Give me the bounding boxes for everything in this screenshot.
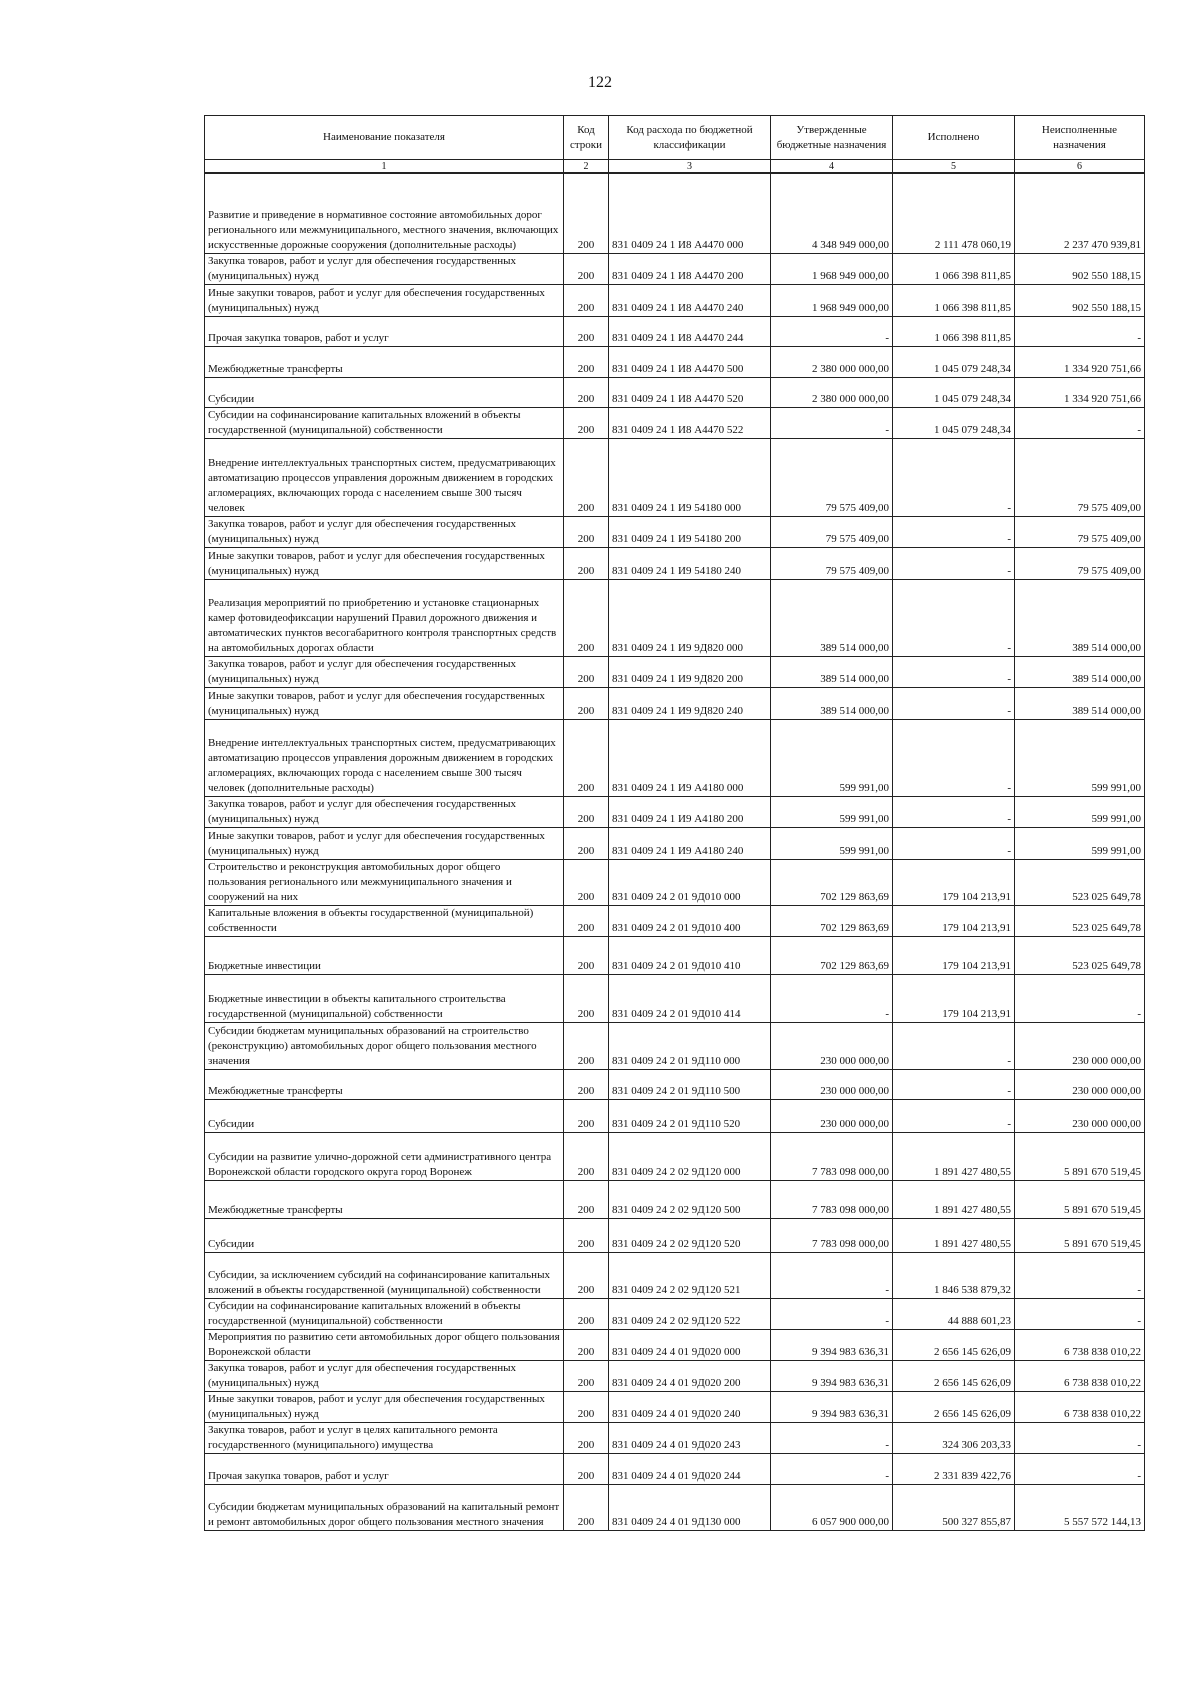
unexecuted-cell: - [1015,1422,1145,1453]
approved-cell: 4 348 949 000,00 [771,173,893,253]
approved-cell: 599 991,00 [771,796,893,827]
executed-cell: 1 045 079 248,34 [893,346,1015,377]
approved-cell: 1 968 949 000,00 [771,253,893,284]
approved-cell: 7 783 098 000,00 [771,1132,893,1180]
table-row [205,173,1145,253]
table-row [205,1360,1145,1391]
table-row [205,905,1145,936]
classification-cell: 831 0409 24 2 02 9Д120 521 [609,1252,771,1298]
unexecuted-cell: 1 334 920 751,66 [1015,377,1145,407]
table-row [205,1422,1145,1453]
row-code-cell: 200 [564,1099,609,1132]
unexecuted-cell: 79 575 409,00 [1015,547,1145,579]
classification-cell: 831 0409 24 1 И8 А4470 000 [609,173,771,253]
table-row [205,346,1145,377]
table-row [205,1069,1145,1099]
row-code-cell: 200 [564,407,609,438]
approved-cell: - [771,407,893,438]
approved-cell: - [771,1298,893,1329]
approved-cell: 79 575 409,00 [771,438,893,516]
approved-cell: 702 129 863,69 [771,936,893,974]
executed-cell: 324 306 203,33 [893,1422,1015,1453]
row-code-cell: 200 [564,516,609,547]
executed-cell: 1 066 398 811,85 [893,284,1015,316]
column-number: 3 [609,160,771,174]
classification-cell: 831 0409 24 1 И9 9Д820 000 [609,579,771,656]
unexecuted-cell: 5 557 572 144,13 [1015,1484,1145,1530]
unexecuted-cell: 79 575 409,00 [1015,438,1145,516]
executed-cell: 2 656 145 626,09 [893,1360,1015,1391]
row-name-cell: Развитие и приведение в нормативное состояние автомобильных дорог регионального или межмуниципального, местного значения, включающих искусственные дорожные сооружения (дополнительные расходы) [205,173,564,253]
table-row [205,1391,1145,1422]
approved-cell: - [771,316,893,346]
executed-cell: - [893,719,1015,796]
table-row [205,316,1145,346]
executed-cell: 179 104 213,91 [893,936,1015,974]
approved-cell: 2 380 000 000,00 [771,346,893,377]
row-name-cell: Межбюджетные трансферты [205,1180,564,1218]
executed-cell: - [893,1022,1015,1069]
executed-cell: 179 104 213,91 [893,974,1015,1022]
row-name-cell: Иные закупки товаров, работ и услуг для обеспечения государственных (муниципальных) нужд [205,1391,564,1422]
classification-cell: 831 0409 24 4 01 9Д020 000 [609,1329,771,1360]
table-column-numbers [205,160,1145,174]
row-code-cell: 200 [564,1298,609,1329]
row-code-cell: 200 [564,284,609,316]
executed-cell: - [893,827,1015,859]
classification-cell: 831 0409 24 1 И8 А4470 522 [609,407,771,438]
unexecuted-cell: 2 237 470 939,81 [1015,173,1145,253]
approved-cell: 702 129 863,69 [771,859,893,905]
approved-cell: - [771,1252,893,1298]
row-name-cell: Внедрение интеллектуальных транспортных систем, предусматривающих автоматизацию процессов управления дорожным движением в городских агломерациях, включающих города с населением свыше 300 тысяч человек (дополнительные расходы) [205,719,564,796]
table-row [205,656,1145,687]
table-row [205,936,1145,974]
table-row [205,796,1145,827]
table-row [205,377,1145,407]
row-code-cell: 200 [564,1484,609,1530]
table-row [205,1252,1145,1298]
table-row [205,827,1145,859]
table-row [205,253,1145,284]
executed-cell: 2 656 145 626,09 [893,1329,1015,1360]
row-code-cell: 200 [564,796,609,827]
header-executed: Исполнено [893,116,1015,160]
executed-cell: 1 066 398 811,85 [893,316,1015,346]
executed-cell: - [893,547,1015,579]
executed-cell: 2 656 145 626,09 [893,1391,1015,1422]
unexecuted-cell: 902 550 188,15 [1015,284,1145,316]
table-row [205,1132,1145,1180]
table-row [205,1298,1145,1329]
approved-cell: - [771,1422,893,1453]
approved-cell: - [771,974,893,1022]
unexecuted-cell: 523 025 649,78 [1015,859,1145,905]
row-code-cell: 200 [564,316,609,346]
unexecuted-cell: 79 575 409,00 [1015,516,1145,547]
row-name-cell: Прочая закупка товаров, работ и услуг [205,316,564,346]
executed-cell: 44 888 601,23 [893,1298,1015,1329]
unexecuted-cell: 523 025 649,78 [1015,905,1145,936]
row-name-cell: Бюджетные инвестиции в объекты капитального строительства государственной (муниципальной) собственности [205,974,564,1022]
executed-cell: 1 891 427 480,55 [893,1180,1015,1218]
unexecuted-cell: 5 891 670 519,45 [1015,1180,1145,1218]
row-name-cell: Субсидии бюджетам муниципальных образований на строительство (реконструкцию) автомобильных дорог общего пользования местного значения [205,1022,564,1069]
unexecuted-cell: - [1015,1453,1145,1484]
page-number: 122 [588,74,612,91]
row-name-cell: Закупка товаров, работ и услуг для обеспечения государственных (муниципальных) нужд [205,1360,564,1391]
executed-cell: - [893,579,1015,656]
row-name-cell: Субсидии [205,377,564,407]
unexecuted-cell: - [1015,974,1145,1022]
classification-cell: 831 0409 24 1 И9 54180 240 [609,547,771,579]
classification-cell: 831 0409 24 2 02 9Д120 000 [609,1132,771,1180]
table-row [205,1329,1145,1360]
executed-cell: - [893,438,1015,516]
approved-cell: 79 575 409,00 [771,547,893,579]
classification-cell: 831 0409 24 2 01 9Д110 520 [609,1099,771,1132]
row-name-cell: Субсидии, за исключением субсидий на софинансирование капитальных вложений в объекты государственной (муниципальной) собственности [205,1252,564,1298]
row-name-cell: Закупка товаров, работ и услуг в целях капитального ремонта государственного (муниципального) имущества [205,1422,564,1453]
row-code-cell: 200 [564,346,609,377]
table-row [205,974,1145,1022]
executed-cell: 179 104 213,91 [893,905,1015,936]
classification-cell: 831 0409 24 1 И8 А4470 244 [609,316,771,346]
table-row [205,1022,1145,1069]
unexecuted-cell: 5 891 670 519,45 [1015,1132,1145,1180]
classification-cell: 831 0409 24 2 01 9Д010 410 [609,936,771,974]
row-code-cell: 200 [564,1422,609,1453]
classification-cell: 831 0409 24 2 01 9Д010 400 [609,905,771,936]
table-header-row [205,116,1145,160]
row-name-cell: Строительство и реконструкция автомобильных дорог общего пользования регионального или межмуниципального значения и сооружений на них [205,859,564,905]
classification-cell: 831 0409 24 1 И9 54180 200 [609,516,771,547]
executed-cell: - [893,516,1015,547]
unexecuted-cell: - [1015,1252,1145,1298]
row-code-cell: 200 [564,1022,609,1069]
approved-cell: 389 514 000,00 [771,579,893,656]
unexecuted-cell: 230 000 000,00 [1015,1022,1145,1069]
row-code-cell: 200 [564,1180,609,1218]
row-name-cell: Реализация мероприятий по приобретению и установке стационарных камер фотовидеофиксации нарушений Правил дорожного движения и автоматических пунктов весогабаритного контроля транспортных средств на автомобильных дорогах области [205,579,564,656]
approved-cell: 230 000 000,00 [771,1022,893,1069]
table-row [205,1484,1145,1530]
row-code-cell: 200 [564,1360,609,1391]
executed-cell: 1 891 427 480,55 [893,1218,1015,1252]
executed-cell: 1 045 079 248,34 [893,407,1015,438]
approved-cell: 9 394 983 636,31 [771,1329,893,1360]
row-name-cell: Субсидии [205,1099,564,1132]
classification-cell: 831 0409 24 4 01 9Д130 000 [609,1484,771,1530]
column-number: 6 [1015,160,1145,174]
row-code-cell: 200 [564,253,609,284]
header-row-code: Код строки [564,116,609,160]
unexecuted-cell: 6 738 838 010,22 [1015,1329,1145,1360]
row-code-cell: 200 [564,905,609,936]
row-name-cell: Межбюджетные трансферты [205,346,564,377]
table-row [205,719,1145,796]
header-classification: Код расхода по бюджетной классификации [609,116,771,160]
approved-cell: 389 514 000,00 [771,656,893,687]
classification-cell: 831 0409 24 1 И9 А4180 000 [609,719,771,796]
executed-cell: - [893,1099,1015,1132]
row-name-cell: Субсидии на софинансирование капитальных вложений в объекты государственной (муниципальной) собственности [205,407,564,438]
column-number: 4 [771,160,893,174]
row-name-cell: Субсидии [205,1218,564,1252]
approved-cell: 9 394 983 636,31 [771,1360,893,1391]
row-name-cell: Капитальные вложения в объекты государственной (муниципальной) собственности [205,905,564,936]
unexecuted-cell: 389 514 000,00 [1015,687,1145,719]
row-code-cell: 200 [564,1391,609,1422]
executed-cell: 179 104 213,91 [893,859,1015,905]
column-number: 2 [564,160,609,174]
row-name-cell: Иные закупки товаров, работ и услуг для обеспечения государственных (муниципальных) нужд [205,284,564,316]
row-code-cell: 200 [564,1252,609,1298]
row-name-cell: Субсидии на развитие улично-дорожной сети административного центра Воронежской области городского округа город Воронеж [205,1132,564,1180]
row-code-cell: 200 [564,827,609,859]
approved-cell: 389 514 000,00 [771,687,893,719]
classification-cell: 831 0409 24 4 01 9Д020 240 [609,1391,771,1422]
approved-cell: 2 380 000 000,00 [771,377,893,407]
row-code-cell: 200 [564,579,609,656]
row-name-cell: Закупка товаров, работ и услуг для обеспечения государственных (муниципальных) нужд [205,656,564,687]
header-name: Наименование показателя [205,116,564,160]
header-unexecuted: Неисполненные назначения [1015,116,1145,160]
unexecuted-cell: 389 514 000,00 [1015,579,1145,656]
row-name-cell: Субсидии на софинансирование капитальных вложений в объекты государственной (муниципальной) собственности [205,1298,564,1329]
row-code-cell: 200 [564,547,609,579]
approved-cell: 230 000 000,00 [771,1069,893,1099]
classification-cell: 831 0409 24 1 И9 9Д820 200 [609,656,771,687]
approved-cell: 599 991,00 [771,719,893,796]
approved-cell: 7 783 098 000,00 [771,1218,893,1252]
row-code-cell: 200 [564,1329,609,1360]
executed-cell: 2 111 478 060,19 [893,173,1015,253]
row-name-cell: Иные закупки товаров, работ и услуг для обеспечения государственных (муниципальных) нужд [205,827,564,859]
classification-cell: 831 0409 24 1 И9 54180 000 [609,438,771,516]
classification-cell: 831 0409 24 1 И8 А4470 520 [609,377,771,407]
unexecuted-cell: 230 000 000,00 [1015,1069,1145,1099]
row-name-cell: Прочая закупка товаров, работ и услуг [205,1453,564,1484]
table-row [205,547,1145,579]
unexecuted-cell: 389 514 000,00 [1015,656,1145,687]
classification-cell: 831 0409 24 4 01 9Д020 244 [609,1453,771,1484]
row-name-cell: Иные закупки товаров, работ и услуг для обеспечения государственных (муниципальных) нужд [205,687,564,719]
classification-cell: 831 0409 24 4 01 9Д020 243 [609,1422,771,1453]
executed-cell: 1 846 538 879,32 [893,1252,1015,1298]
column-number: 1 [205,160,564,174]
classification-cell: 831 0409 24 1 И8 А4470 200 [609,253,771,284]
executed-cell: 500 327 855,87 [893,1484,1015,1530]
table-row [205,579,1145,656]
row-code-cell: 200 [564,719,609,796]
unexecuted-cell: 599 991,00 [1015,719,1145,796]
classification-cell: 831 0409 24 1 И9 9Д820 240 [609,687,771,719]
row-code-cell: 200 [564,173,609,253]
executed-cell: - [893,656,1015,687]
table-row [205,407,1145,438]
classification-cell: 831 0409 24 2 02 9Д120 520 [609,1218,771,1252]
unexecuted-cell: 599 991,00 [1015,796,1145,827]
table-body [205,173,1145,1530]
approved-cell: 702 129 863,69 [771,905,893,936]
approved-cell: 9 394 983 636,31 [771,1391,893,1422]
unexecuted-cell: - [1015,407,1145,438]
classification-cell: 831 0409 24 2 02 9Д120 500 [609,1180,771,1218]
row-code-cell: 200 [564,656,609,687]
classification-cell: 831 0409 24 1 И8 А4470 240 [609,284,771,316]
table-row [205,438,1145,516]
unexecuted-cell: 523 025 649,78 [1015,936,1145,974]
row-code-cell: 200 [564,1132,609,1180]
executed-cell: - [893,1069,1015,1099]
row-name-cell: Межбюджетные трансферты [205,1069,564,1099]
classification-cell: 831 0409 24 1 И9 А4180 200 [609,796,771,827]
approved-cell: 7 783 098 000,00 [771,1180,893,1218]
unexecuted-cell: 599 991,00 [1015,827,1145,859]
classification-cell: 831 0409 24 1 И8 А4470 500 [609,346,771,377]
approved-cell: 230 000 000,00 [771,1099,893,1132]
classification-cell: 831 0409 24 2 02 9Д120 522 [609,1298,771,1329]
unexecuted-cell: 230 000 000,00 [1015,1099,1145,1132]
executed-cell: 1 891 427 480,55 [893,1132,1015,1180]
executed-cell: - [893,687,1015,719]
classification-cell: 831 0409 24 2 01 9Д010 414 [609,974,771,1022]
table-row [205,1180,1145,1218]
table-row [205,516,1145,547]
classification-cell: 831 0409 24 2 01 9Д110 500 [609,1069,771,1099]
executed-cell: 1 066 398 811,85 [893,253,1015,284]
row-code-cell: 200 [564,1069,609,1099]
row-code-cell: 200 [564,936,609,974]
row-name-cell: Внедрение интеллектуальных транспортных систем, предусматривающих автоматизацию процессов управления дорожным движением в городских агломерациях, включающих города с населением свыше 300 тысяч человек [205,438,564,516]
unexecuted-cell: - [1015,316,1145,346]
row-name-cell: Бюджетные инвестиции [205,936,564,974]
unexecuted-cell: 1 334 920 751,66 [1015,346,1145,377]
table-row [205,859,1145,905]
approved-cell: 599 991,00 [771,827,893,859]
approved-cell: 79 575 409,00 [771,516,893,547]
classification-cell: 831 0409 24 1 И9 А4180 240 [609,827,771,859]
row-code-cell: 200 [564,438,609,516]
row-code-cell: 200 [564,859,609,905]
unexecuted-cell: 5 891 670 519,45 [1015,1218,1145,1252]
row-name-cell: Субсидии бюджетам муниципальных образований на капитальный ремонт и ремонт автомобильных дорог общего пользования местного значения [205,1484,564,1530]
table-row [205,1099,1145,1132]
classification-cell: 831 0409 24 2 01 9Д010 000 [609,859,771,905]
executed-cell: - [893,796,1015,827]
row-name-cell: Закупка товаров, работ и услуг для обеспечения государственных (муниципальных) нужд [205,796,564,827]
unexecuted-cell: 902 550 188,15 [1015,253,1145,284]
row-name-cell: Иные закупки товаров, работ и услуг для обеспечения государственных (муниципальных) нужд [205,547,564,579]
table-row [205,284,1145,316]
row-code-cell: 200 [564,1453,609,1484]
row-name-cell: Мероприятия по развитию сети автомобильных дорог общего пользования Воронежской области [205,1329,564,1360]
unexecuted-cell: 6 738 838 010,22 [1015,1360,1145,1391]
table-row [205,1218,1145,1252]
table-row [205,687,1145,719]
row-name-cell: Закупка товаров, работ и услуг для обеспечения государственных (муниципальных) нужд [205,253,564,284]
table-row [205,1453,1145,1484]
approved-cell: 1 968 949 000,00 [771,284,893,316]
row-code-cell: 200 [564,1218,609,1252]
executed-cell: 1 045 079 248,34 [893,377,1015,407]
column-number: 5 [893,160,1015,174]
unexecuted-cell: - [1015,1298,1145,1329]
approved-cell: 6 057 900 000,00 [771,1484,893,1530]
header-approved: Утвержденные бюджетные назначения [771,116,893,160]
row-name-cell: Закупка товаров, работ и услуг для обеспечения государственных (муниципальных) нужд [205,516,564,547]
row-code-cell: 200 [564,377,609,407]
executed-cell: 2 331 839 422,76 [893,1453,1015,1484]
budget-table [204,115,1145,1531]
unexecuted-cell: 6 738 838 010,22 [1015,1391,1145,1422]
approved-cell: - [771,1453,893,1484]
row-code-cell: 200 [564,687,609,719]
classification-cell: 831 0409 24 2 01 9Д110 000 [609,1022,771,1069]
row-code-cell: 200 [564,974,609,1022]
classification-cell: 831 0409 24 4 01 9Д020 200 [609,1360,771,1391]
